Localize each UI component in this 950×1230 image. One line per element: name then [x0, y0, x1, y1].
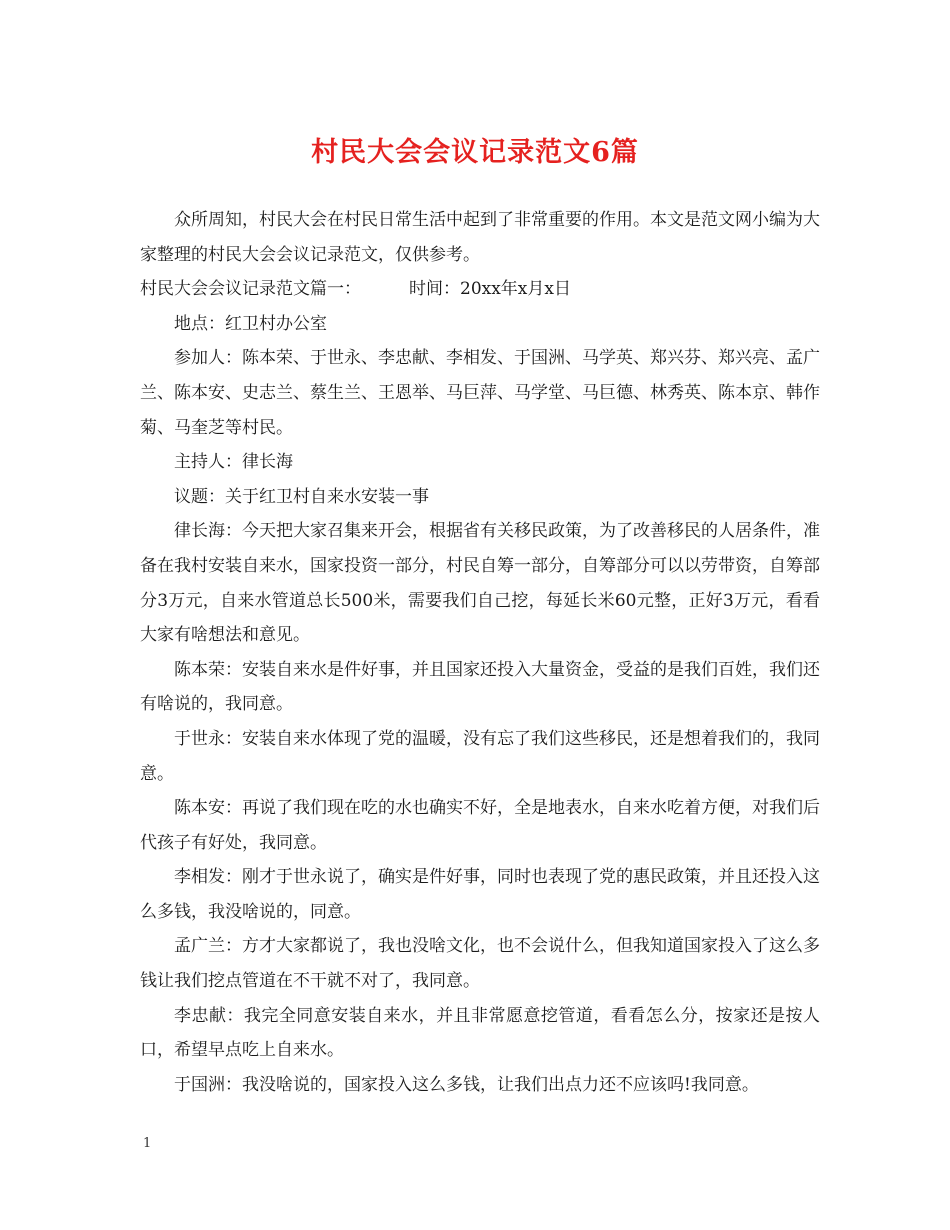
speech-paragraph: 孟广兰：方才大家都说了，我也没啥文化，也不会说什么，但我知道国家投入了这么多钱让我们挖点管道在不干就不对了，我同意。 [140, 936, 820, 992]
meeting-attendees: 参加人：陈本荣、于世永、李忠献、李相发、于国洲、马学英、郑兴芬、郑兴亮、孟广兰、陈本安、史志兰、蔡生兰、王恩举、马巨萍、马学堂、马巨德、林秀英、陈本京、韩作菊、马奎芝等村民。 [140, 348, 820, 438]
speech-paragraph: 李忠献：我完全同意安装自来水，并且非常愿意挖管道，看看怎么分，按家还是按人口，希望早点吃上自来水。 [140, 1005, 820, 1061]
meeting-host: 主持人：律长海 [174, 452, 293, 473]
document-title: 村民大会会议记录范文6篇 [311, 137, 639, 168]
speech-paragraph: 于世永：安装自来水体现了党的温暖，没有忘了我们这些移民，还是想着我们的，我同意。 [140, 728, 820, 784]
speech-paragraph: 陈本荣：安装自来水是件好事，并且国家还投入大量资金，受益的是我们百姓，我们还有啥说的，我同意。 [140, 659, 820, 715]
meeting-topic: 议题：关于红卫村自来水安装一事 [174, 486, 429, 507]
section-heading-line [140, 272, 820, 307]
meeting-location: 地点：红卫村办公室 [174, 313, 327, 334]
speech-paragraph: 律长海：今天把大家召集来开会，根据省有关移民政策，为了改善移民的人居条件，准备在我村安装自来水，国家投资一部分，村民自筹一部分，自筹部分可以以劳带资，自筹部分3万元，自来水管道总长500米，需要我们自己挖，每延长米60元整，正好3万元，看看大家有啥想法和意见。 [140, 521, 820, 646]
page-number: 1 [143, 1136, 152, 1151]
speech-paragraph: 李相发：刚才于世永说了，确实是件好事，同时也表现了党的惠民政策，并且还投入这么多钱，我没啥说的，同意。 [140, 867, 820, 922]
speech-paragraph: 于国洲：我没啥说的，国家投入这么多钱，让我们出点力还不应该吗!我同意。 [174, 1074, 759, 1095]
intro-paragraph: 众所周知，村民大会在村民日常生活中起到了非常重要的作用。本文是范文网小编为大家整理的村民大会会议记录范文，仅供参考。 [140, 210, 820, 265]
section-heading: 村民大会会议记录范文篇一： [140, 279, 361, 300]
document-body [140, 203, 820, 1102]
speech-paragraph: 陈本安：再说了我们现在吃的水也确实不好，全是地表水，自来水吃着方便，对我们后代孩子有好处，我同意。 [140, 798, 820, 853]
meeting-time: 时间：20xx年x月x日 [409, 279, 571, 300]
